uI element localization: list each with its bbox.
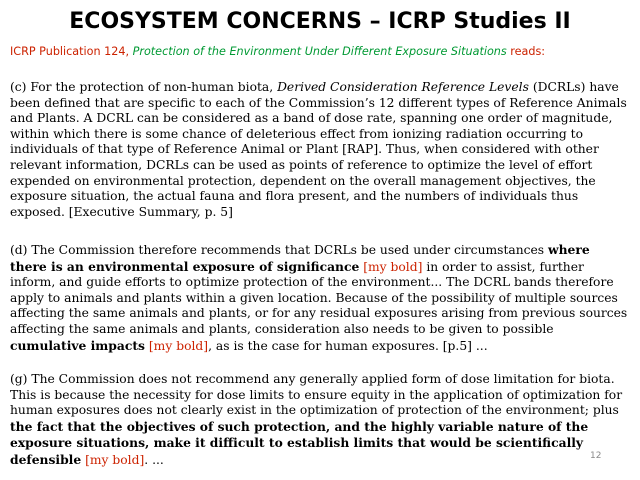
paragraph-d xyxy=(10,242,630,354)
slide-title: ECOSYSTEM CONCERNS – ICRP Studies II xyxy=(69,9,571,34)
limits-emphasis: the fact that the objectives of such protection, and the highly variable nature of the exposure situations, make it difficult to establish limits that would be scientifically defensible xyxy=(10,418,589,467)
paragraph-g-text-1: (g) The Commission does not recommend any generally applied form of dose limitation for biota. This is because the necessity for dose limits to ensure equity in the application of optimization for human exposures does not clearly exist in the optimization of protection of the environment; plus xyxy=(10,372,623,418)
cumulative-impacts-emphasis: cumulative impacts xyxy=(10,337,145,353)
paragraph-d-text-3: , as is the case for human exposures. [p.5] ... xyxy=(208,338,488,353)
paragraph-c-text-1: (c) For the protection of non-human biota, xyxy=(10,80,278,94)
source-citation xyxy=(10,44,635,60)
paragraph-g-text-2: . ... xyxy=(144,452,164,467)
significance-emphasis: where there is an environmental exposure of significance xyxy=(10,242,590,274)
reads-label: reads: xyxy=(506,45,546,58)
publication-title: Protection of the Environment Under Different Exposure Situations xyxy=(132,45,507,58)
dcrl-term: Derived Consideration Reference Levels xyxy=(277,80,529,94)
paragraph-d-text-1: (d) The Commission therefore recommends that DCRLs be used under circumstances xyxy=(10,243,549,257)
my-bold-note-2: [my bold] xyxy=(144,338,209,353)
page-number: 12 xyxy=(590,451,602,461)
my-bold-note-1: [my bold] xyxy=(359,259,423,274)
my-bold-note-3: [my bold] xyxy=(81,452,145,467)
paragraph-c-text-2: (DCRLs) have been defined that are specific to each of the Commission’s 12 different types of Reference Animals and Plants. A DCRL can be considered as a band of dose rate, spanning one order of magnitude, within which there is some chance of deleterious effect from ionizing radiation occurring to individuals of that type of Reference Animal or Plant [RAP]. Thus, when considered with other relevant information, DCRLs can be used as points of reference to optimize the level of effort expended on environmental protection, dependent on the overall management objectives, the exposure situation, the actual fauna and flora present, and the numbers of individuals thus exposed. [Executive Summary, p. 5] xyxy=(10,80,627,219)
publication-reference: ICRP Publication 124, xyxy=(10,45,133,58)
paragraph-d-text-2: in order to assist, further inform, and guide efforts to optimize protection of the environment... The DCRL bands therefore apply to animals and plants within a given location. Because of the possibility of multiple sources affecting the same animals and plants, or for any residual exposures arising from previous sources affecting the same animals and plants, consideration also needs to be given to possible xyxy=(10,259,628,336)
paragraph-c xyxy=(10,80,630,220)
paragraph-g xyxy=(10,372,630,469)
